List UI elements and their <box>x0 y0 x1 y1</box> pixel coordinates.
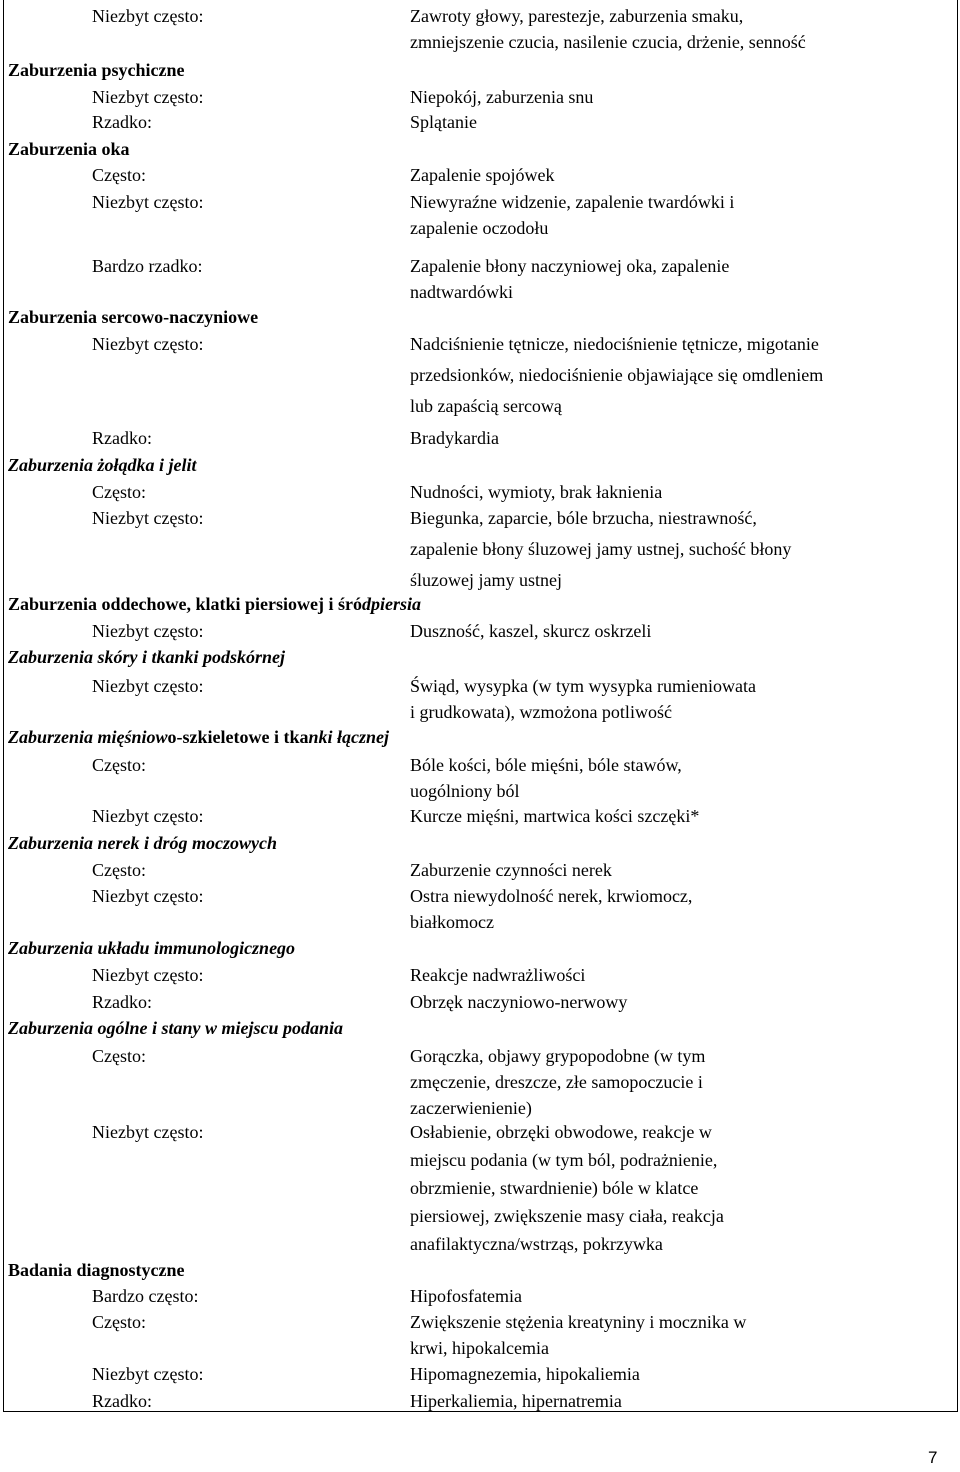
frequency-label: Rzadko: <box>92 992 152 1012</box>
section-heading: Zaburzenia skóry i tkanki podskórnej <box>8 647 286 667</box>
reaction-description: Świąd, wysypka (w tym wysypka rumieniowata <box>410 676 756 696</box>
reaction-description: Splątanie <box>410 112 477 132</box>
frequency-label: Bardzo rzadko: <box>92 256 203 276</box>
section-heading: Zaburzenia żołądka i jelit <box>8 455 197 475</box>
reaction-description: Duszność, kaszel, skurcz oskrzeli <box>410 621 652 641</box>
reaction-description: Hipofosfatemia <box>410 1286 522 1306</box>
reaction-description: Zawroty głowy, parestezje, zaburzenia smaku, <box>410 6 744 26</box>
reaction-description: Zaburzenie czynności nerek <box>410 860 612 880</box>
reaction-description: zapalenie oczodołu <box>410 218 549 238</box>
reaction-description: Zapalenie błony naczyniowej oka, zapalenie <box>410 256 730 276</box>
frequency-label: Niezbyt często: <box>92 192 204 212</box>
section-heading: Zaburzenia sercowo-naczyniowe <box>8 307 259 327</box>
reaction-description: zaczerwienienie) <box>410 1098 532 1118</box>
reaction-description: i grudkowata), wzmożona potliwość <box>410 702 672 722</box>
frequency-label: Rzadko: <box>92 1391 152 1411</box>
frequency-label: Niezbyt często: <box>92 1364 204 1384</box>
frequency-label: Często: <box>92 1312 146 1332</box>
frequency-label: Niezbyt często: <box>92 334 204 354</box>
reaction-description: Nudności, wymioty, brak łaknienia <box>410 482 663 502</box>
reaction-description: Osłabienie, obrzęki obwodowe, reakcje w <box>410 1122 712 1142</box>
frequency-label: Często: <box>92 860 146 880</box>
reaction-description: miejscu podania (w tym ból, podrażnienie, <box>410 1150 718 1170</box>
reaction-description: piersiowej, zwiększenie masy ciała, reakcja <box>410 1206 724 1226</box>
reaction-description: anafilaktyczna/wstrząs, pokrzywka <box>410 1234 663 1254</box>
section-heading: Zaburzenia mięśniowo-szkieletowe i tkanki łącznej <box>8 727 390 747</box>
reaction-description: Niewyraźne widzenie, zapalenie twardówki i <box>410 192 735 212</box>
reaction-description: Bradykardia <box>410 428 499 448</box>
reaction-description: zmęczenie, dreszcze, złe samopoczucie i <box>410 1072 703 1092</box>
reaction-description: Kurcze mięśni, martwica kości szczęki* <box>410 806 700 826</box>
reaction-description: Biegunka, zaparcie, bóle brzucha, niestrawność, <box>410 508 757 528</box>
frequency-label: Niezbyt często: <box>92 508 204 528</box>
section-heading: Zaburzenia oddechowe, klatki piersiowej i śródpiersia <box>8 594 422 614</box>
section-heading: Badania diagnostyczne <box>8 1260 185 1280</box>
frequency-label: Niezbyt często: <box>92 621 204 641</box>
reaction-description: Obrzęk naczyniowo-nerwowy <box>410 992 628 1012</box>
section-heading: Zaburzenia psychiczne <box>8 60 185 80</box>
frequency-label: Rzadko: <box>92 428 152 448</box>
frequency-label: Często: <box>92 165 146 185</box>
reaction-description: nadtwardówki <box>410 282 513 302</box>
page-number: 7 <box>928 1448 938 1467</box>
frequency-label: Niezbyt często: <box>92 87 204 107</box>
reaction-description: lub zapaścią sercową <box>410 396 562 416</box>
reaction-description: Zwiększenie stężenia kreatyniny i mocznika w <box>410 1312 747 1332</box>
section-heading: Zaburzenia ogólne i stany w miejscu podania <box>8 1018 344 1038</box>
frequency-label: Często: <box>92 1046 146 1066</box>
reaction-description: Gorączka, objawy grypopodobne (w tym <box>410 1046 706 1066</box>
frequency-label: Niezbyt często: <box>92 676 204 696</box>
reaction-description: Reakcje nadwrażliwości <box>410 965 586 985</box>
frequency-label: Często: <box>92 482 146 502</box>
frequency-label: Często: <box>92 755 146 775</box>
frequency-label: Niezbyt często: <box>92 886 204 906</box>
reaction-description: Niepokój, zaburzenia snu <box>410 87 594 107</box>
reaction-description: przedsionków, niedociśnienie objawiające się omdleniem <box>410 365 824 385</box>
reaction-description: śluzowej jamy ustnej <box>410 570 562 590</box>
frequency-label: Rzadko: <box>92 112 152 132</box>
frequency-label: Niezbyt często: <box>92 6 204 26</box>
reaction-description: uogólniony ból <box>410 781 520 801</box>
reaction-description: zapalenie błony śluzowej jamy ustnej, suchość błony <box>410 539 792 559</box>
frequency-label: Niezbyt często: <box>92 965 204 985</box>
frequency-label: Bardzo często: <box>92 1286 199 1306</box>
reaction-description: białkomocz <box>410 912 494 932</box>
section-heading: Zaburzenia nerek i dróg moczowych <box>8 833 278 853</box>
reaction-description: Hipomagnezemia, hipokaliemia <box>410 1364 640 1384</box>
reaction-description: Nadciśnienie tętnicze, niedociśnienie tętnicze, migotanie <box>410 334 819 354</box>
reaction-description: krwi, hipokalcemia <box>410 1338 549 1358</box>
reaction-description: Bóle kości, bóle mięśni, bóle stawów, <box>410 755 682 775</box>
frequency-label: Niezbyt często: <box>92 806 204 826</box>
reaction-description: Hiperkaliemia, hipernatremia <box>410 1391 622 1411</box>
frequency-label: Niezbyt często: <box>92 1122 204 1142</box>
section-heading: Zaburzenia układu immunologicznego <box>8 938 296 958</box>
reaction-description: zmniejszenie czucia, nasilenie czucia, drżenie, senność <box>410 32 806 52</box>
section-heading: Zaburzenia oka <box>8 139 130 159</box>
reaction-description: Zapalenie spojówek <box>410 165 555 185</box>
reaction-description: Ostra niewydolność nerek, krwiomocz, <box>410 886 693 906</box>
reaction-description: obrzmienie, stwardnienie) bóle w klatce <box>410 1178 699 1198</box>
